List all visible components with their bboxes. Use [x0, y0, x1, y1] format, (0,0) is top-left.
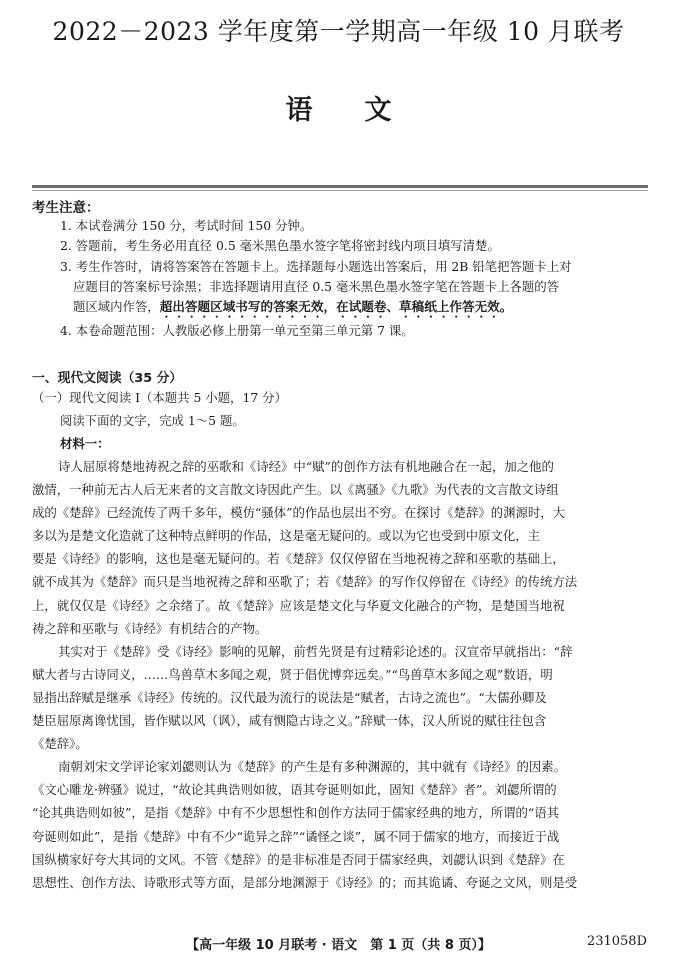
passage-line: 夸诞则如此”，是指《楚辞》中有不少“诡异之辞”“谲怪之谈”，属不同于儒家的地方，而接近于战 — [32, 828, 560, 844]
notice-heading: 考生注意： — [32, 200, 100, 216]
passage-line: “论其典诰则如彼”，是指《楚辞》中有不少思想性和创作方法同于儒家经典的地方，所谓的“语其 — [32, 805, 560, 821]
notice-item: 3. 考生作答时，请将答案答在答题卡上。选择题每小题选出答案后，用 2B 铅笔把答题卡上对 — [60, 258, 572, 274]
passage-line: 成的《楚辞》已经流传了两千多年，模仿“骚体”的作品也层出不穷。在探讨《楚辞》的渊源时，大 — [32, 505, 566, 521]
material-label: 材料一： — [60, 436, 110, 451]
passage-line: 南朝刘宋文学评论家刘勰则认为《楚辞》的产生是有多种渊源的，其中就有《诗经》的因素。 — [58, 759, 567, 775]
paper-code: 231058D — [586, 934, 647, 949]
header-rule-thin — [32, 190, 648, 191]
passage — [32, 455, 652, 894]
passage-line: 国纵横家好夸大其词的文风。不管《楚辞》的是非标准是否同于儒家经典，刘勰认识到《楚辞》在 — [32, 851, 565, 867]
passage-line: 多以为是楚文化造就了这种特点鲜明的作品，这是毫无疑问的。或以为它也受到中原文化，主 — [32, 528, 541, 544]
passage-line: 显指出辞赋是继承《诗经》传统的。汉代最为流行的说法是“赋者，古诗之流也”。“大儒孙卿及 — [32, 689, 547, 705]
notice-item-continued — [60, 297, 652, 321]
reading-instruction: 阅读下面的文字，完成 1～5 题。 — [60, 413, 245, 428]
page-footer: 【高一年级 10 月联考 · 语文 第 1 页（共 8 页）】 — [186, 938, 491, 953]
passage-line: 其实对于《楚辞》受《诗经》影响的见解，前哲先贤是有过精彩论述的。汉宣帝早就指出：“辞 — [58, 643, 573, 659]
passage-line: 上，就仅仅是《诗经》之余绪了。故《楚辞》应该是楚文化与华夏文化融合的产物，是楚国当地祝 — [32, 597, 565, 613]
passage-line: 激情，一种前无古人后无来者的文言散文诗因此产生。以《离骚》《九歌》为代表的文言散文诗组 — [32, 482, 559, 498]
section-heading: 一、现代文阅读（35 分） — [32, 371, 183, 386]
notice-item: 2. 答题前，考生务必用直径 0.5 毫米黑色墨水签字笔将密封线内项目填写清楚。 — [60, 238, 500, 254]
passage-line: 赋大者与古诗同义，……鸟兽草木多闻之观，贤于倡优博弈远矣。”“鸟兽草木多闻之观”数语，明 — [32, 666, 553, 682]
passage-line: 要是《诗经》的影响，这也是毫无疑问的。若《楚辞》仅仅停留在当地祝祷之辞和巫歌的基础上， — [32, 551, 565, 567]
notice-list — [60, 216, 652, 341]
passage-line: 《楚辞》。 — [32, 736, 88, 752]
notice-item-continued: 应题目的答案标号涂黑；非选择题请用直径 0.5 毫米黑色墨水签字笔在答题卡上各题的答 — [73, 278, 560, 294]
passage-line: 楚臣屈原离谗忧国，皆作赋以风（讽），咸有恻隐古诗之义。”辞赋一体，汉人所说的赋往往包含 — [32, 713, 547, 729]
subject-title: 语文 — [285, 95, 444, 126]
exam-title: 2022－2023 学年度第一学期高一年级 10 月联考 — [52, 17, 625, 46]
header-rule — [32, 185, 648, 188]
notice-item: 4. 本卷命题范围：人教版必修上册第一单元至第三单元第 7 课。 — [60, 323, 414, 339]
passage-line: 《文心雕龙·辨骚》说过，“故论其典诰则如彼，语其夸诞则如此，固知《楚辞》者”。刘勰所谓的 — [32, 782, 557, 798]
warning-emphasis: 超出答题区域书写的答案无效，在试题卷、草稿纸上作答无效。 — [159, 299, 513, 315]
subsection-heading: （一）现代文阅读 I（本题共 5 小题，17 分） — [32, 390, 287, 405]
passage-line: 就不成其为《楚辞》而只是当地祝祷之辞和巫歌了；若《楚辞》的写作仅停留在《诗经》的传统方法 — [32, 574, 578, 590]
passage-line: 诗人屈原将楚地祷祝之辞的巫歌和《诗经》中“赋”的创作方法有机地融合在一起，加之他的 — [58, 459, 554, 474]
notice-item: 1. 本试卷满分 150 分，考试时间 150 分钟。 — [60, 218, 313, 233]
notice-item-text: 题区域内作答， — [73, 299, 160, 315]
passage-line: 思想性、创作方法、诗歌形式等方面，是部分地渊源于《诗经》的；而其诡谲、夸诞之文风，则是受 — [32, 874, 578, 890]
passage-line: 祷之辞和巫歌与《诗经》有机结合的产物。 — [32, 620, 268, 636]
